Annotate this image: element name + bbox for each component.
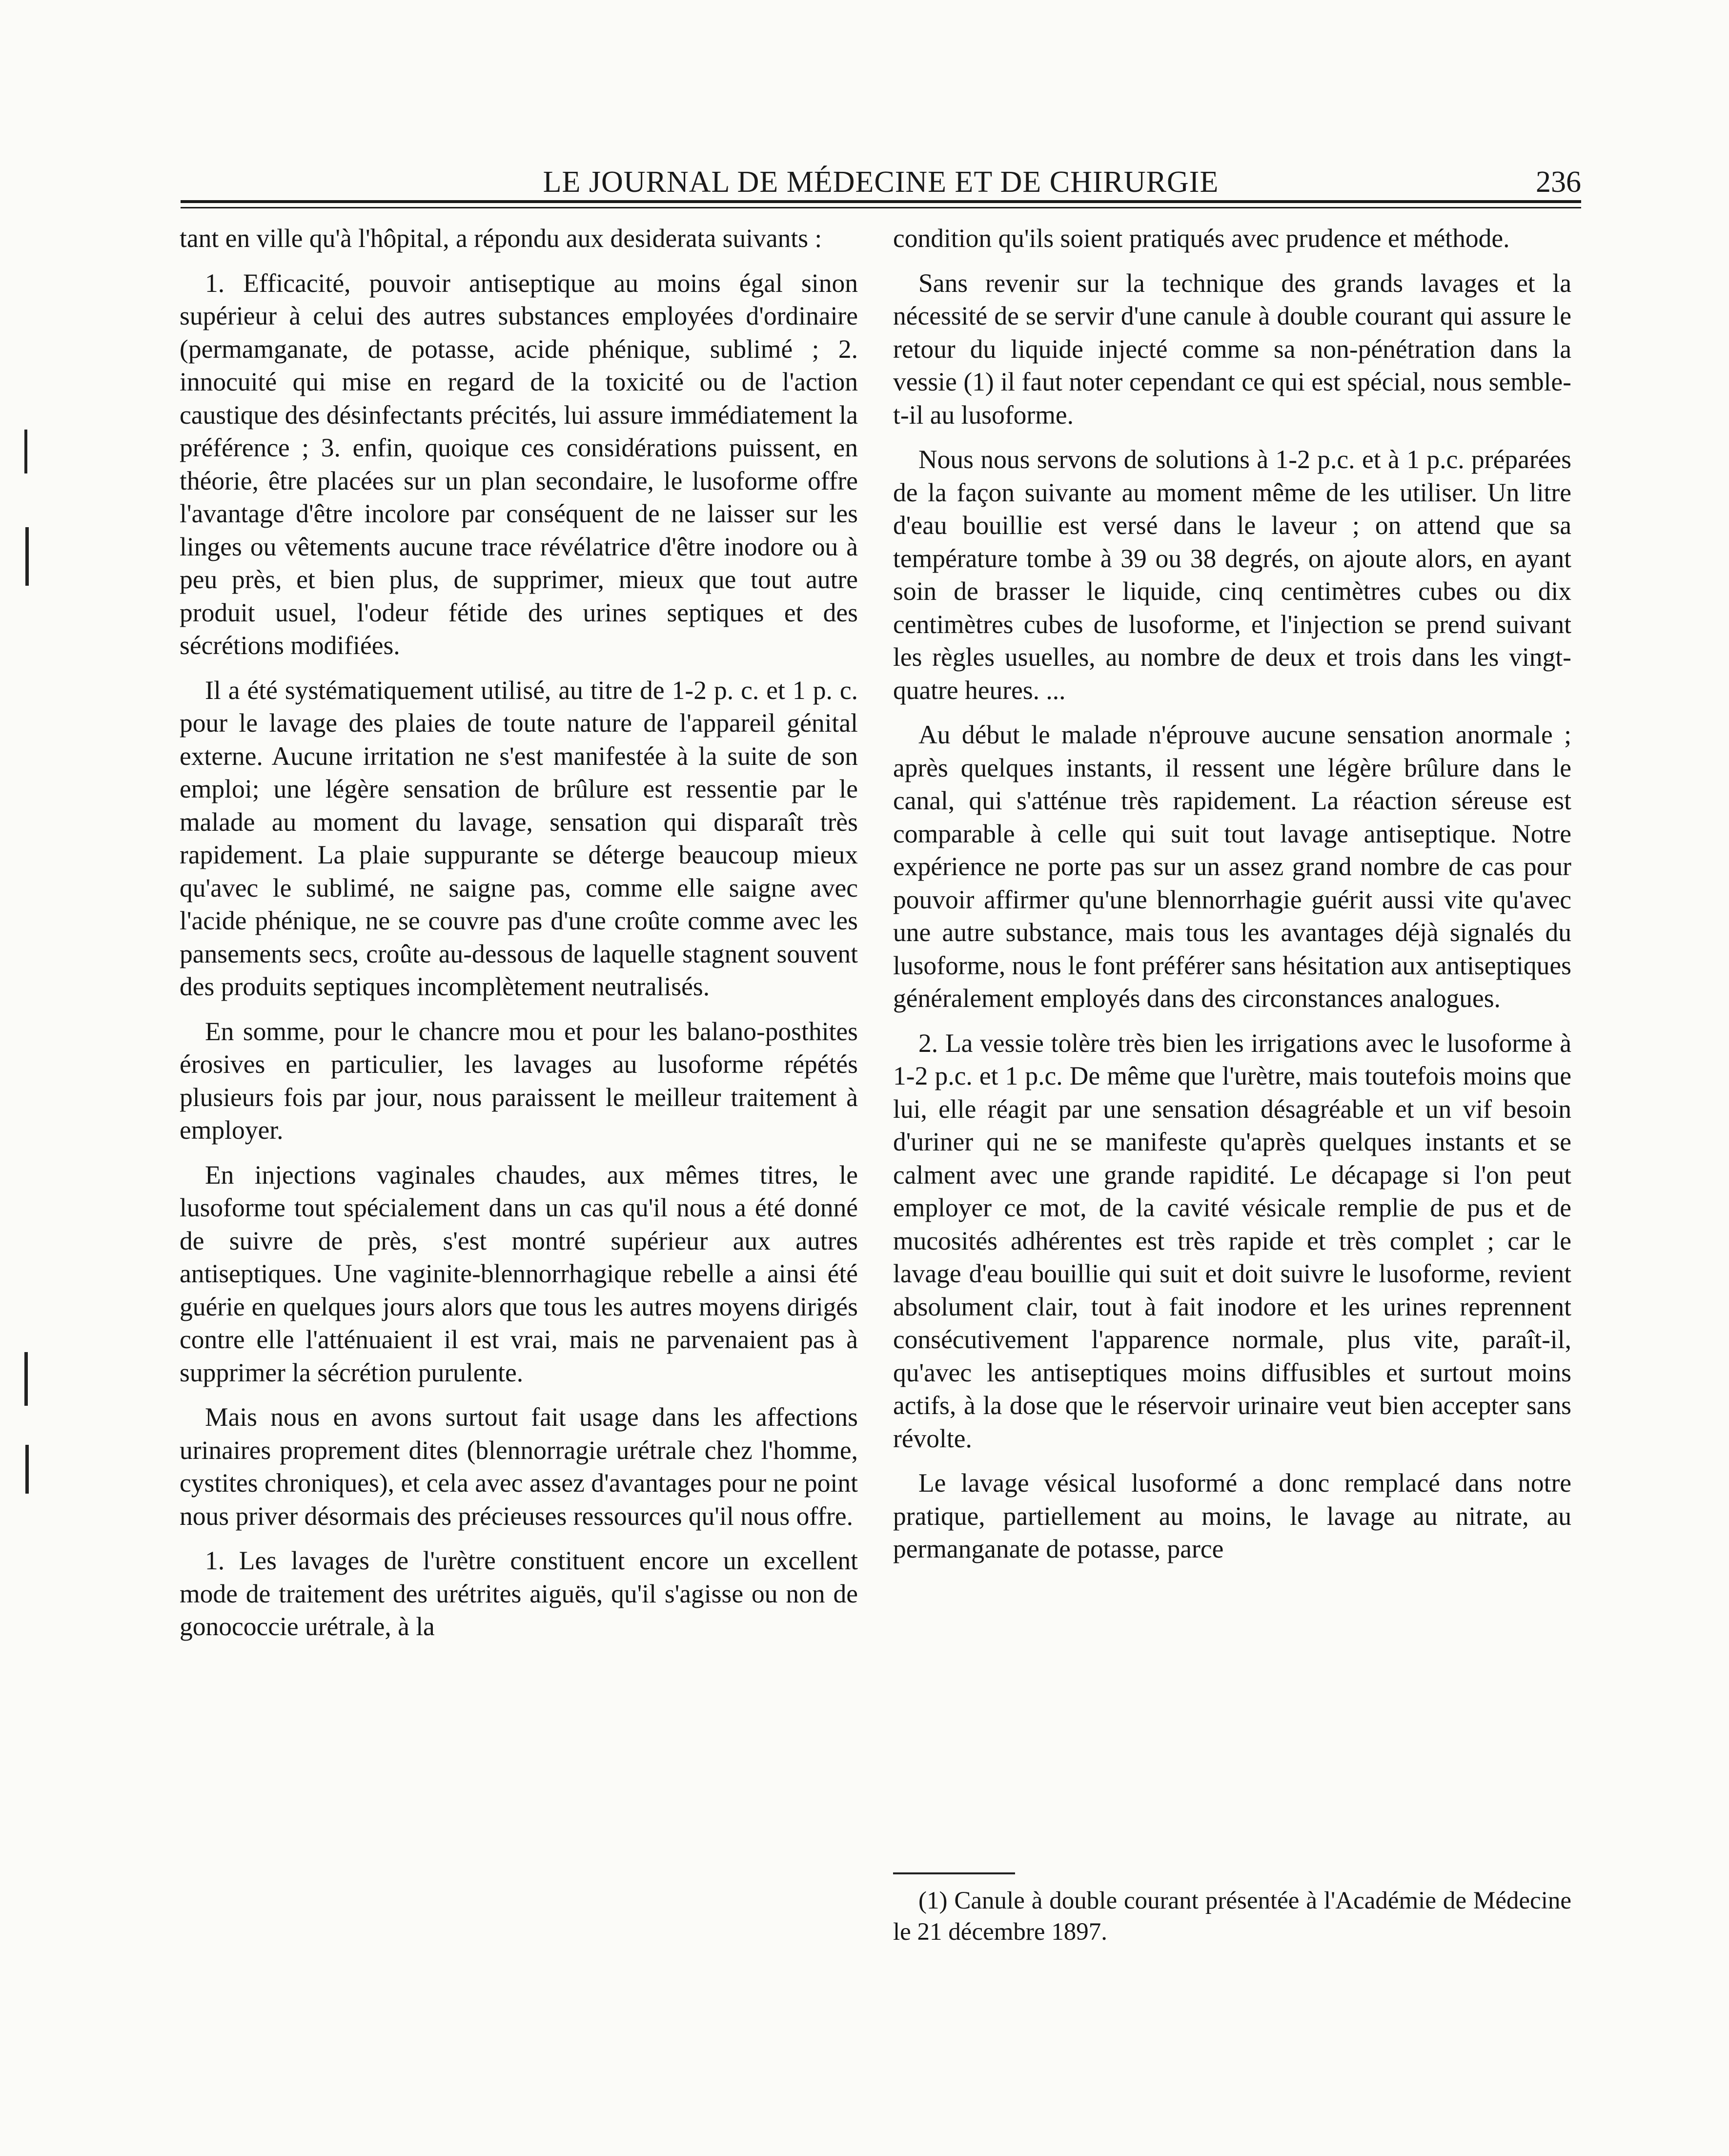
paragraph: Nous nous servons de solutions à 1-2 p.c. et à 1 p.c. préparées de la façon suivante au moment même de les utiliser. Un litre d'eau bouillie est versé dans le laveur ; on attend que sa température tombe à 39 ou 38 degrés, on ajoute alors, en ayant soin de brasser le liquide, cinq centimètres cubes ou dix centimètres cubes de lusoforme, et l'injection se prend suivant les règles usuelles, au nombre de deux et trois dans les vingt-quatre heures. ... [893,445,1571,705]
paragraph: Il a été systématiquement utilisé, au titre de 1-2 p. c. et 1 p. c. pour le lavage des plaies de toute nature de l'appareil génital externe. Aucune irritation ne s'est manifestée à la suite de son emploi; une légère sensation de brûlure est ressentie par le malade au moment du lavage, sensation qui disparaît très rapidement. La plaie suppurante se déterge beaucoup mieux qu'avec le sublimé, ne saigne pas, comme elle saigne avec l'acide phénique, ne se couvre pas d'une croûte comme avec les pansements secs, croûte au-dessous de laquelle stagnent souvent des produits septiques incomplètement neutralisés. [180,675,858,1001]
margin-mark [25,1445,29,1494]
paragraph: 2. La vessie tolère très bien les irrigations avec le lusoforme à 1-2 p.c. et 1 p.c. De même que l'urètre, mais toutefois moins que lui, elle réagit par une sensation désagréable et un vif besoin d'uriner qui ne se manifeste qu'après quelques instants et se calment avec une grande rapidité. Le décapage si l'on peut employer ce mot, de la cavité vésicale remplie de pus et de mucosités adhérentes est très rapide et très complet ; car le lavage d'eau bouillie qui suit et doit suivre le lusoforme, revient absolument clair, tout à fait inodore et les urines reprennent consécutivement l'apparence normale, plus vite, paraît-il, qu'avec les antiseptiques moins diffusibles et surtout moins actifs, à la dose que le réservoir urinaire veut bien accepter sans révolte. [893,1028,1571,1453]
footnote-rule [893,1872,1015,1874]
paragraph: tant en ville qu'à l'hôpital, a répondu aux desiderata suivants : [180,224,822,253]
margin-mark [24,430,27,473]
paragraph: Sans revenir sur la technique des grands lavages et la nécessité de se servir d'une canule à double courant qui assure le retour du liquide injecté comme sa non-pénétration dans la vessie (1) il faut noter cependant ce qui est spécial, nous semble-t-il au lusoforme. [893,268,1571,430]
paragraph: En somme, pour le chancre mou et pour les balano-posthites érosives en particulier, les lavages au lusoforme répétés plusieurs fois par jour, nous paraissent le meilleur traitement à employer. [180,1016,858,1145]
paragraph: 1. Efficacité, pouvoir antiseptique au moins égal sinon supérieur à celui des autres substances employées d'ordinaire (permamganate, de potasse, acide phénique, sublimé ; 2. innocuité qui mise en regard de la toxicité ou de l'action caustique des désinfectants précités, lui assure immédiatement la préférence ; 3. enfin, quoique ces considérations puissent, en théorie, être placées sur un plan secondaire, le lusoforme offre l'avantage d'être incolore par conséquent de ne laisser sur les linges ou vêtements aucune trace révélatrice d'être inodore ou à peu près, et bien plus, de supprimer, mieux que tout autre produit usuel, l'odeur fétide des urines septiques et des sécrétions modifiées. [180,268,858,660]
paragraph: Le lavage vésical lusoformé a donc remplacé dans notre pratique, partiellement au moins, le lavage au nitrate, au permanganate de potasse, parce [893,1468,1571,1563]
header-rule-thick [181,200,1581,203]
paragraph: Mais nous en avons surtout fait usage dans les affections urinaires proprement dites (blennorragie urétrale chez l'homme, cystites chroniques), et cela avec assez d'avantages pour ne point nous priver désormais des précieuses ressources qu'il nous offre. [180,1402,858,1531]
running-header [181,161,1581,205]
right-column [893,222,1571,1566]
margin-mark [24,1352,28,1406]
left-column [180,222,858,1643]
paragraph: condition qu'ils soient pratiqués avec prudence et méthode. [893,224,1510,253]
margin-mark [25,527,29,586]
page-number: 236 [1536,165,1581,199]
footnote: (1) Canule à double courant présentée à l'Académie de Médecine le 21 décembre 1897. [893,1887,1571,1946]
journal-title: LE JOURNAL DE MÉDECINE ET DE CHIRURGIE [543,165,1219,199]
paragraph: 1. Les lavages de l'urètre constituent encore un excellent mode de traitement des urétrites aiguës, qu'il s'agisse ou non de gonococcie urétrale, à la [180,1546,858,1641]
paragraph: Au début le malade n'éprouve aucune sensation anormale ; après quelques instants, il ressent une légère brûlure dans le canal, qui s'atténue très rapidement. La réaction séreuse est comparable à celle qui suit tout lavage antiseptique. Notre expérience ne porte pas sur un assez grand nombre de cas pour pouvoir affirmer qu'une blennorrhagie guérit aussi vite qu'avec une autre substance, mais tous les avantages déjà signalés du lusoforme, nous le font préférer sans hésitation aux antiseptiques généralement employés dans des circonstances analogues. [893,720,1571,1013]
header-rule-thin [181,207,1581,208]
paragraph: En injections vaginales chaudes, aux mêmes titres, le lusoforme tout spécialement dans un cas qu'il nous a été donné de suivre de près, s'est montré supérieur aux autres antiseptiques. Une vaginite-blennorrhagique rebelle a ainsi été guérie en quelques jours alors que tous les autres moyens dirigés contre elle l'atténuaient il est vrai, mais ne parvenaient pas à supprimer la sécrétion purulente. [180,1160,858,1387]
